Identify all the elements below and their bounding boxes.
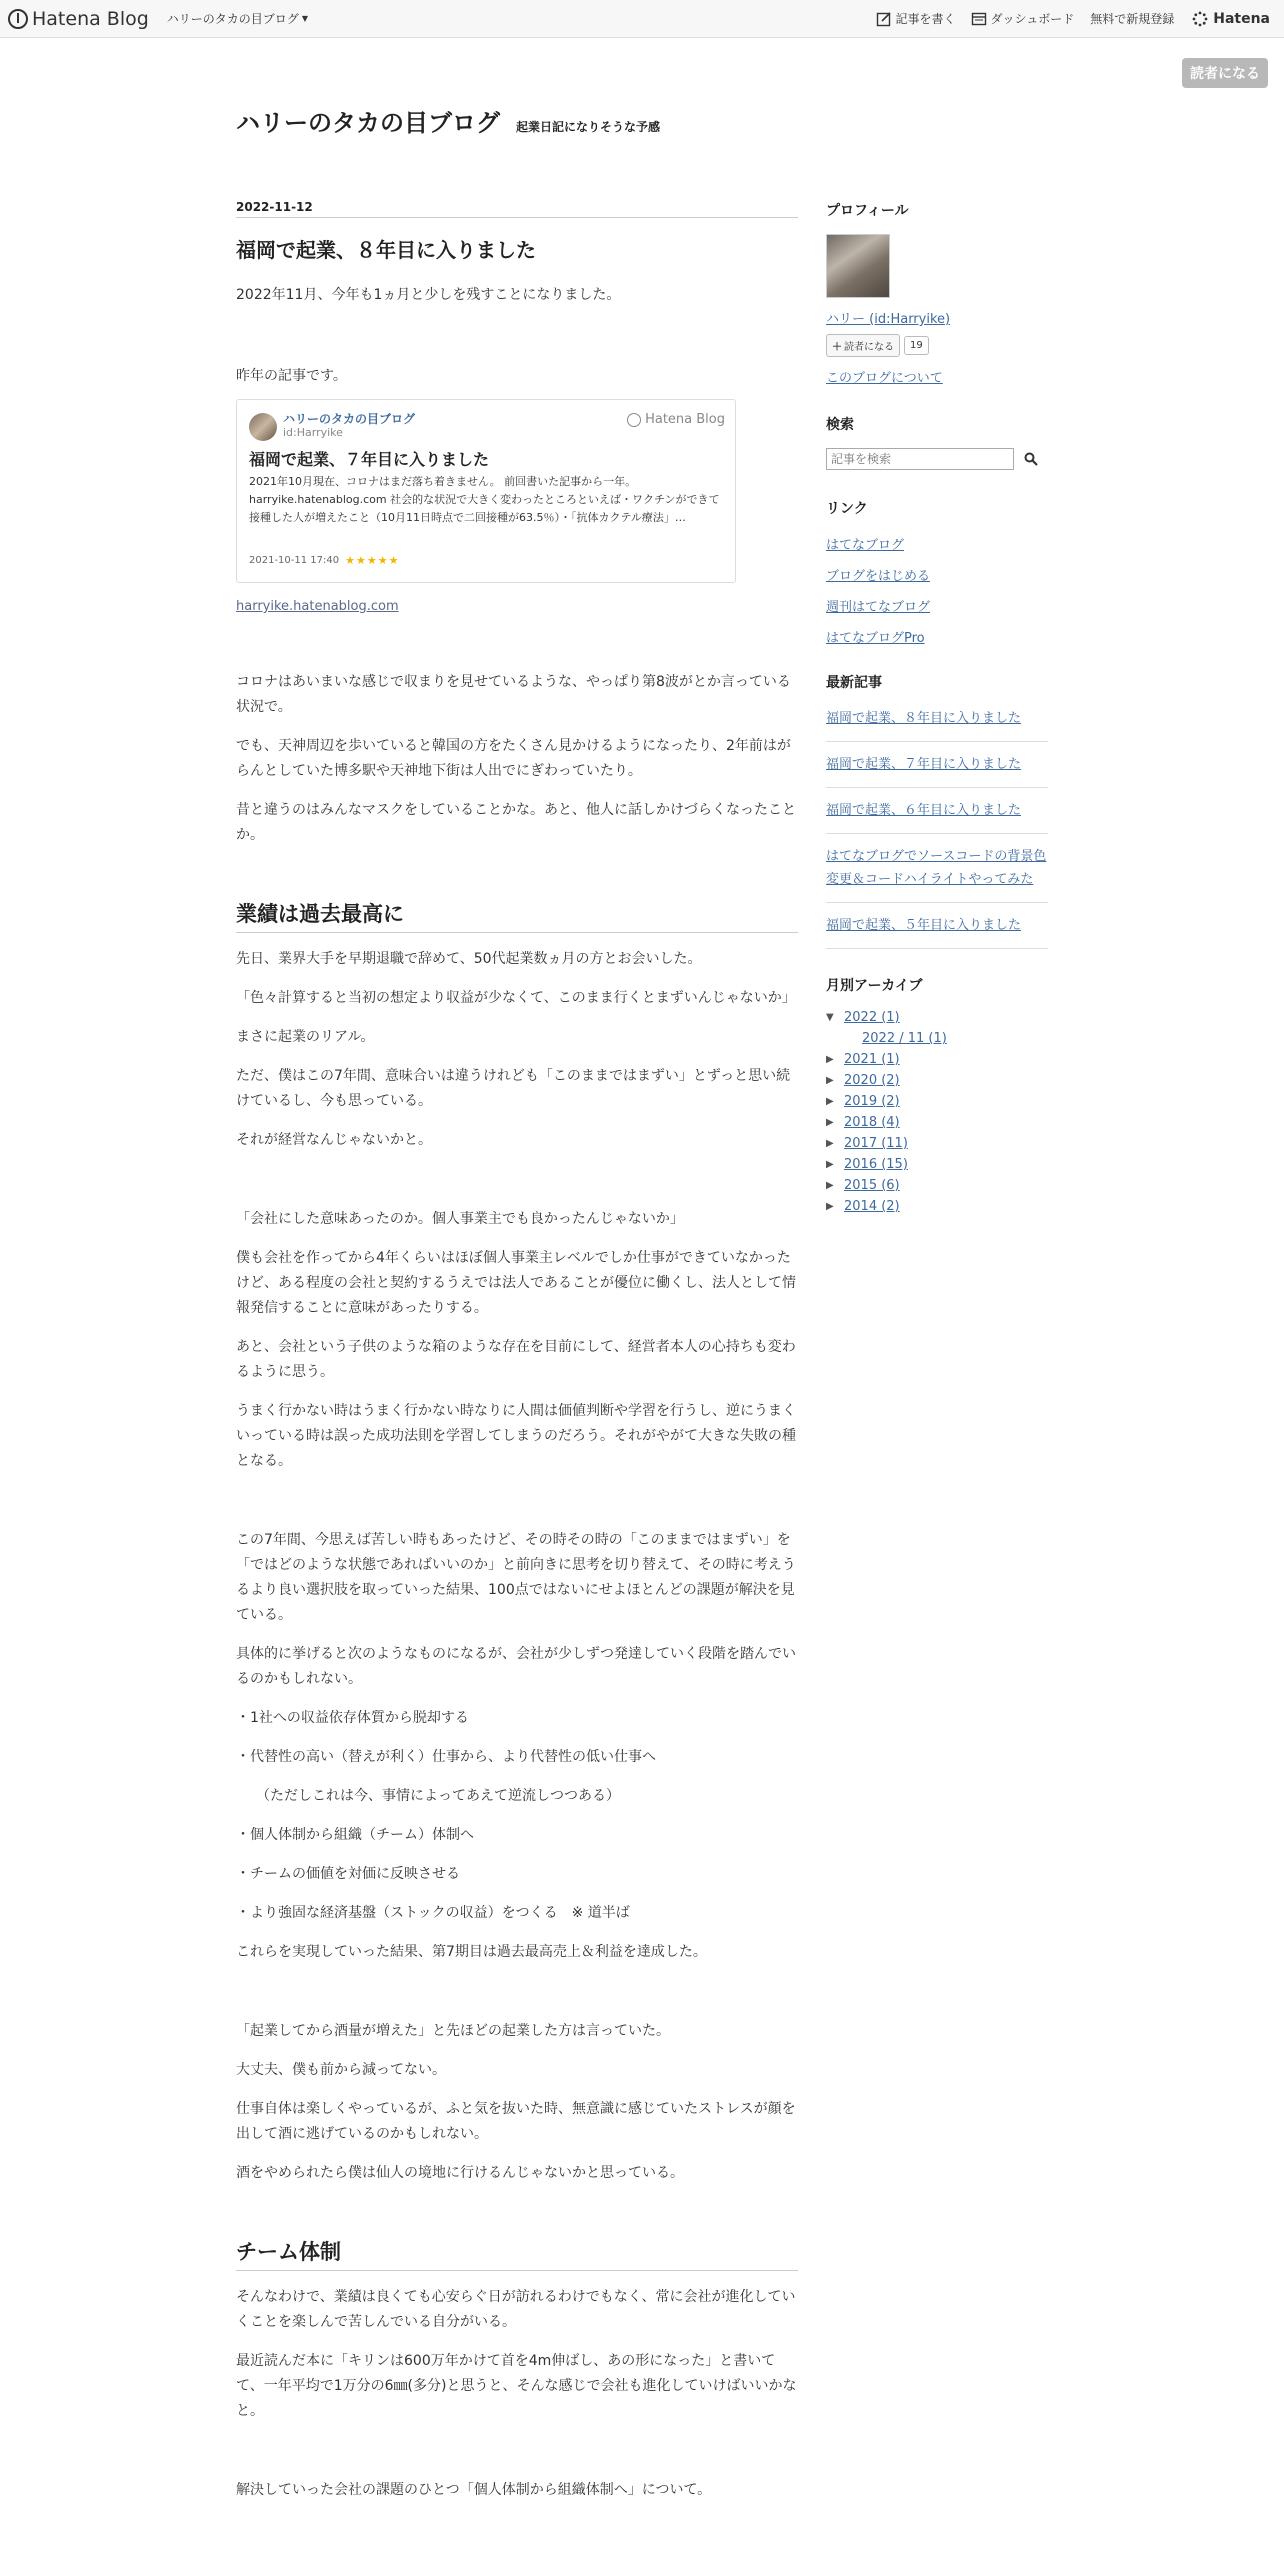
paragraph: 解決していった会社の課題のひとつ「個人体制から組織体制へ」について。 (236, 2482, 712, 2498)
dashboard-icon (971, 11, 987, 27)
blog-title[interactable]: ハリーのタカの目ブログ (236, 109, 500, 137)
paragraph: これらを実現していった結果、第7期目は過去最高売上＆利益を達成した。 (236, 1944, 707, 1960)
section-heading: チーム体制 (236, 2236, 798, 2271)
recent-entry-link[interactable]: 福岡で起業、５年目に入りました (826, 918, 1022, 933)
triangle-right-icon: ▶ (826, 1138, 834, 1149)
paragraph: 「起業してから酒量が増えた」と先ほどの起業した方は言っていた。 (236, 2023, 670, 2039)
hatena-label: Hatena (1213, 10, 1270, 27)
list-item-note: （ただしこれは今、事情によってあえて逆流しつつある） (256, 1788, 620, 1804)
triangle-right-icon: ▶ (826, 1117, 834, 1128)
sidebar (826, 200, 1048, 1217)
profile-heading: プロフィール (826, 203, 909, 219)
paragraph: 2022年11月、今年も1ヵ月と少しを残すことになりました。 (236, 287, 621, 303)
embed-source-link[interactable]: harryike.hatenablog.com (236, 599, 399, 614)
link-hatena-blog[interactable]: はてなブログ (826, 538, 905, 553)
profile-avatar[interactable] (826, 234, 890, 298)
list-item: ・個人体制から組織（チーム）体制へ (236, 1827, 474, 1843)
recent-heading: 最新記事 (826, 675, 882, 691)
blog-description: 起業日記になりそうな予感 (516, 120, 661, 134)
paragraph: 昔と違うのはみんなマスクをしていることかな。あと、他人に話しかけづらくなったことか。 (236, 802, 796, 843)
triangle-right-icon: ▶ (826, 1201, 834, 1212)
link-start-blog[interactable]: ブログをはじめる (826, 569, 931, 584)
section-heading: 業績は過去最高に (236, 898, 798, 933)
dashboard-link[interactable] (971, 10, 1074, 27)
embed-service-label: Hatena Blog (645, 412, 725, 427)
paragraph: 先日、業界大手を早期退職で辞めて、50代起業数ヵ月の方とお会いした。 (236, 951, 702, 967)
archive-year[interactable]: ▼ 2022 (1) (826, 1010, 900, 1025)
recent-entry-link[interactable]: 福岡で起業、７年目に入りました (826, 757, 1022, 772)
list-item: ・より強固な経済基盤（ストックの収益）をつくる ※ 道半ば (236, 1905, 630, 1921)
global-header (0, 0, 1284, 38)
paragraph: 酒をやめられたら僕は仙人の境地に行けるんじゃないかと思っている。 (236, 2165, 684, 2181)
recent-entry-link[interactable]: 福岡で起業、６年目に入りました (826, 803, 1022, 818)
paragraph: うまく行かない時はうまく行かない時なりに人間は価値判断や学習を行うし、逆にうまくいっている時は誤った成功法則を学習してしまうのだろう。それがやがて大きな失敗の種となる。 (236, 1403, 796, 1469)
recent-entry (826, 834, 1048, 903)
follower-count[interactable]: 19 (904, 336, 929, 355)
triangle-right-icon: ▶ (826, 1075, 834, 1086)
signup-label: 無料で新規登録 (1090, 12, 1175, 26)
paragraph: ただ、僕はこの7年間、意味合いは違うけれども「このままではまずい」とずっと思い続けているし、今も思っている。 (236, 1068, 791, 1109)
paragraph: 昨年の記事です。 (236, 368, 347, 384)
archive-year[interactable]: ▶ 2016 (15) (826, 1157, 908, 1172)
follow-button[interactable] (826, 334, 900, 357)
pencil-icon (876, 11, 892, 27)
triangle-down-icon: ▼ (826, 1012, 834, 1023)
archive-year[interactable]: ▶ 2021 (1) (826, 1052, 900, 1067)
blog-header (236, 103, 660, 138)
recent-entry (826, 696, 1048, 742)
write-entry-label: 記事を書く (895, 12, 956, 26)
paragraph: そんなわけで、業績は良くても心安らぐ日が訪れるわけでもなく、常に会社が進化していくことを楽しんで苦しんでいる自分がいる。 (236, 2289, 796, 2330)
triangle-right-icon: ▶ (826, 1096, 834, 1107)
paragraph: 大丈夫、僕も前から減ってない。 (236, 2062, 446, 2078)
blog-menu-label: ハリーのタカの目ブログ (166, 12, 299, 26)
star-icons: ★★★★★ (345, 554, 400, 567)
archive-year[interactable]: ▶ 2019 (2) (826, 1094, 900, 1109)
paragraph: 仕事自体は楽しくやっているが、ふと気を抜いた時、無意識に感じていたストレスが顔を出して酒に逃げているのかもしれない。 (236, 2101, 796, 2142)
embed-date: 2021-10-11 17:40 (249, 555, 340, 566)
recent-entry (826, 742, 1048, 788)
archive-year[interactable]: ▶ 2014 (2) (826, 1199, 900, 1214)
recent-entry (826, 788, 1048, 834)
embed-avatar (249, 413, 277, 441)
about-blog-link[interactable]: このブログについて (826, 371, 943, 386)
entry-date[interactable]: 2022-11-12 (236, 200, 798, 218)
follow-label: 読者になる (844, 342, 894, 353)
search-icon[interactable] (1024, 452, 1038, 466)
recent-entry (826, 903, 1048, 949)
paragraph: この7年間、今思えば苦しい時もあったけど、その時その時の「このままではまずい」を「ではどのような状態であればいいのか」と前向きに思考を切り替えて、その時に考えうるより良い選択肢を取っていった結果、100点ではないにせよほとんどの課題が解決を見ている。 (236, 1532, 796, 1623)
search-input[interactable] (826, 448, 1014, 470)
profile-name-link[interactable]: ハリー (id:Harryike) (826, 312, 951, 327)
paragraph: まさに起業のリアル。 (236, 1029, 375, 1045)
triangle-right-icon: ▶ (826, 1159, 834, 1170)
list-item: ・1社への収益依存体質から脱却する (236, 1710, 469, 1726)
paragraph: 具体的に挙げると次のようなものになるが、会社が少しずつ発達していく段階を踏んでいるのかもしれない。 (236, 1646, 796, 1687)
paragraph: 最近読んだ本に「キリンは600万年かけて首を4m伸ばし、あの形になった」と書いてて、一年平均で1万分の6㎜(多分)と思うと、そんな感じで会社も進化していけばいいかなと。 (236, 2353, 797, 2419)
blog-menu[interactable] (167, 10, 308, 27)
hatena-blog-logo[interactable] (8, 8, 149, 30)
caret-down-icon: ▼ (301, 14, 308, 23)
paragraph: 「色々計算すると当初の想定より収益が少なくて、このまま行くとまずいんじゃないか」 (236, 990, 796, 1006)
search-heading: 検索 (826, 417, 854, 433)
hatena-blog-mark-icon (627, 413, 641, 427)
hatena-dots-icon (1192, 11, 1208, 27)
plus-icon: ＋ (832, 342, 842, 353)
recent-entry-link[interactable]: 福岡で起業、８年目に入りました (826, 711, 1022, 726)
recent-entry-link[interactable]: はてなブログでソースコードの背景色変更＆コードハイライトやってみた (826, 849, 1047, 887)
triangle-right-icon: ▶ (826, 1054, 834, 1065)
logo-text: Hatena Blog (32, 7, 149, 30)
archive-month[interactable]: 2022 / 11 (1) (862, 1031, 947, 1046)
link-hatena-blog-pro[interactable]: はてなブログPro (826, 631, 925, 646)
paragraph: コロナはあいまいな感じで収まりを見せているような、やっぱり第8波がとか言っている状況で。 (236, 674, 791, 715)
archive-year[interactable]: ▶ 2018 (4) (826, 1115, 900, 1130)
paragraph: でも、天神周辺を歩いていると韓国の方をたくさん見かけるようになったり、2年前はがらんとしていた博多駅や天神地下街は人出でにぎわっていたり。 (236, 738, 791, 779)
list-item: ・代替性の高い（替えが利く）仕事から、より代替性の低い仕事へ (236, 1749, 656, 1765)
subscribe-button[interactable]: 読者になる (1182, 58, 1268, 88)
paragraph: それが経営なんじゃないかと。 (236, 1132, 432, 1148)
archive-year[interactable]: ▶ 2015 (6) (826, 1178, 900, 1193)
archive-heading: 月別アーカイブ (826, 978, 923, 994)
blog-card-embed[interactable] (236, 399, 736, 583)
embed-title[interactable]: 福岡で起業、７年目に入りました (249, 450, 490, 469)
archive-year[interactable]: ▶ 2017 (11) (826, 1136, 908, 1151)
paragraph: あと、会社という子供のような箱のような存在を目前にして、経営者本人の心持ちも変わるように思う。 (236, 1339, 796, 1380)
dashboard-label: ダッシュボード (990, 12, 1075, 26)
entry-content (236, 200, 798, 2503)
embed-blog-name[interactable]: ハリーのタカの目ブログ (283, 412, 416, 426)
signup-link[interactable] (1090, 10, 1174, 27)
embed-meta (249, 554, 399, 567)
embed-excerpt: 2021年10月現在、コロナはまだ落ち着きません。 前回書いた記事から一年。 harryike.hatenablog.com 社会的な状況で大きく変わったところといえば・ワクチンができて接種した人が増えたこと（10月11日時点で二回接種が63.5％）・「抗体カクテル療法」… (249, 475, 720, 524)
links-heading: リンク (826, 501, 868, 517)
triangle-right-icon: ▶ (826, 1180, 834, 1191)
entry-title[interactable]: 福岡で起業、８年目に入りました (236, 238, 536, 262)
link-weekly-hatena-blog[interactable]: 週刊はてなブログ (826, 600, 931, 615)
hatena-blog-logo-icon (8, 9, 28, 29)
embed-blog-id: id:Harryike (283, 426, 343, 439)
write-entry-link[interactable] (876, 10, 955, 27)
paragraph: 「会社にした意味あったのか。個人事業主でも良かったんじゃないか」 (236, 1211, 684, 1227)
embed-service (627, 412, 725, 427)
list-item: ・チームの価値を対価に反映させる (236, 1866, 460, 1882)
paragraph: 僕も会社を作ってから4年くらいはほぼ個人事業主レベルでしか仕事ができていなかったけど、ある程度の会社と契約するうえでは法人であることが優位に働くし、法人として情報発信することに意味があったりする。 (236, 1250, 796, 1316)
archive-year[interactable]: ▶ 2020 (2) (826, 1073, 900, 1088)
archive-list (826, 1007, 1048, 1217)
hatena-menu[interactable] (1192, 11, 1270, 27)
